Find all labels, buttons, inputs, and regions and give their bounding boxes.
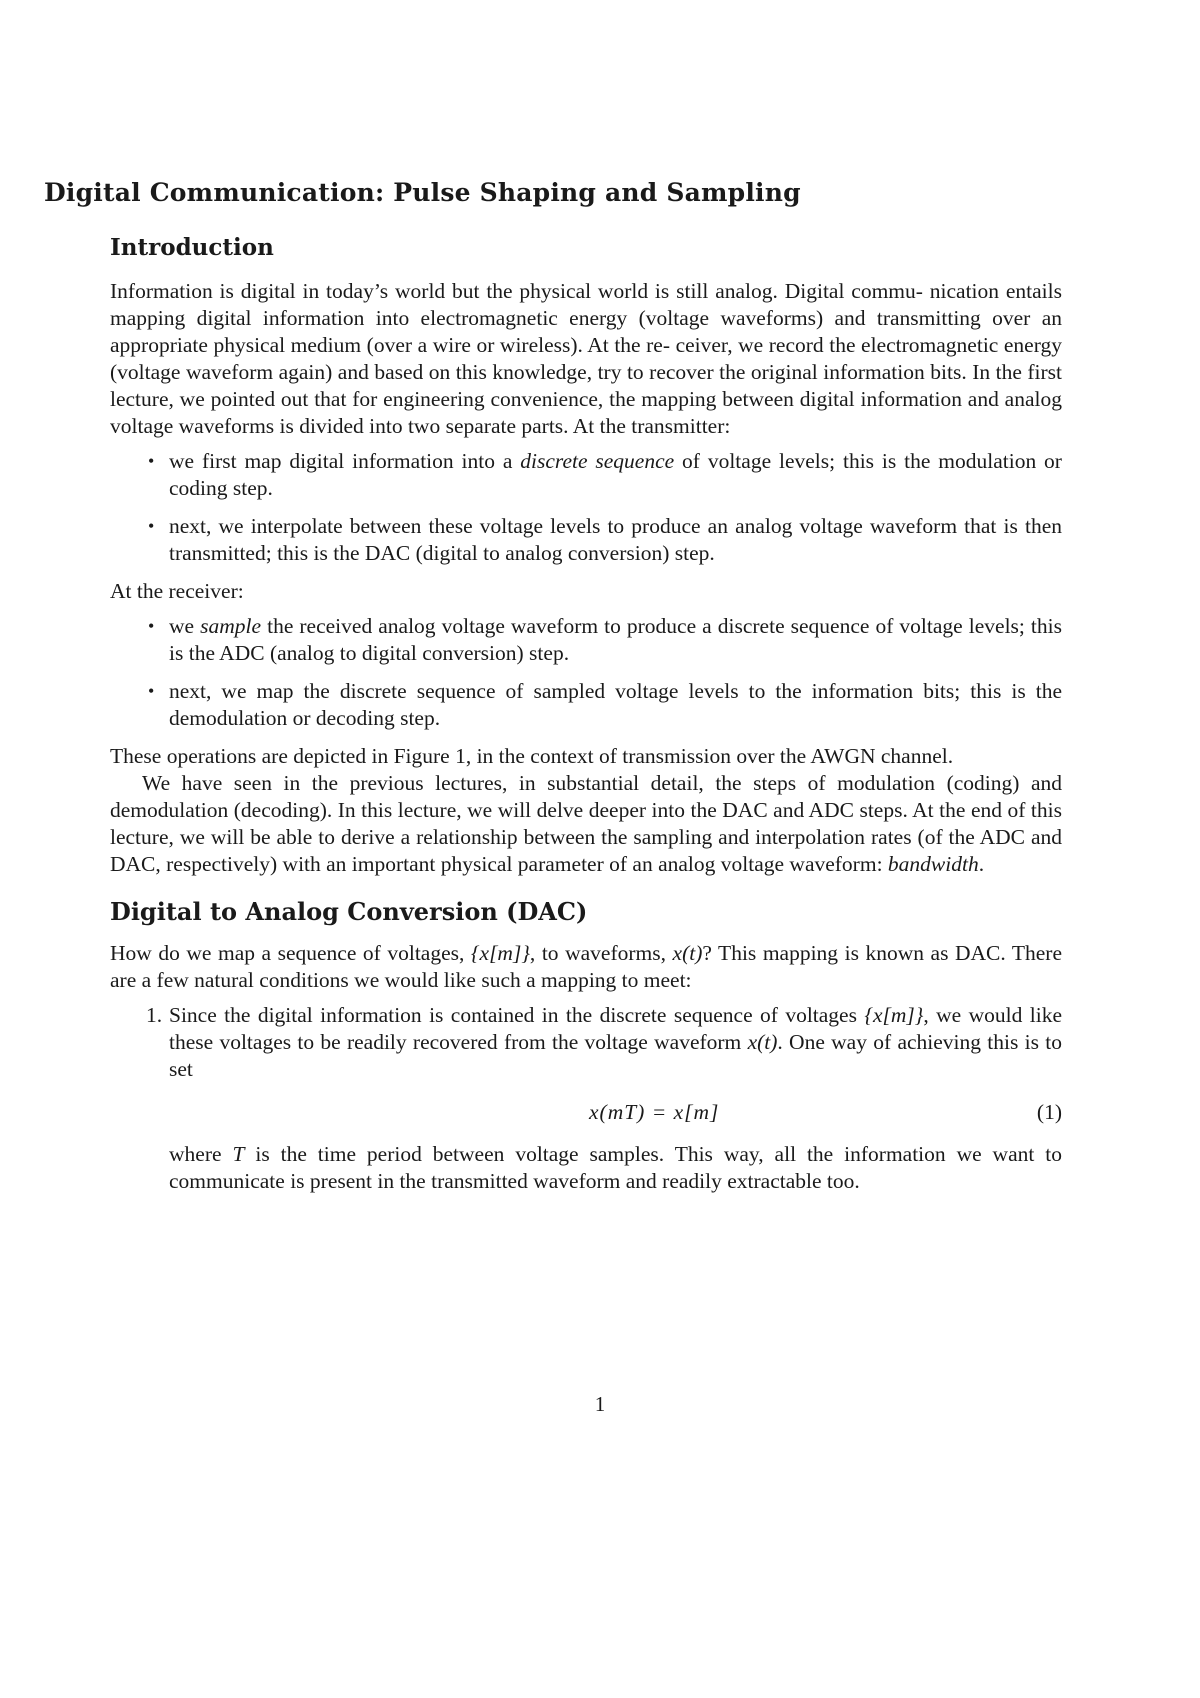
page-number: 1 [594,1392,606,1416]
dac-intro-paragraph: How do we map a sequence of voltages, {x[m]}, to waveforms, x(t)? This mapping is known as DAC. There are a few natural conditions we would like such a mapping to meet: [110,941,1063,992]
previous-lectures-paragraph: We have seen in the previous lectures, in substantial detail, the steps of modulation (coding) and demodulation (decoding). In this lecture, we will delve deeper into the DAC and ADC steps. At the end of this lecture, we will be able to derive a relationship between the sampling and interpolation rates (of the ADC and DAC, respectively) with an important physical parameter of an analog voltage waveform: bandwidth. [110,771,1062,876]
equation-body: x(mT) = x[m] [589,1100,720,1124]
equation-explanation: where T is the time period between voltage samples. This way, all the information we want to communicate is present in the transmitted waveform and readily extractable too. [169,1142,1062,1193]
equation-1 [169,1097,1062,1127]
list-item: • we sample the received analog voltage waveform to produce a discrete sequence of voltage levels; this is the ADC (analog to digital conversion) step. [148,614,1062,665]
receiver-label: At the receiver: [110,579,244,603]
list-item: 1. Since the digital information is contained in the discrete sequence of voltages {x[m]}, we would like these voltages to be readily recovered from the voltage waveform x(t). One way of achieving this is to set x(mT) = x[m] (1) where T is the time period between voltage samples. This way, all the information we want to communicate is present in the transmitted waveform and readily extractable too. [146,1003,1063,1193]
list-item: • we first map digital information into a discrete sequence of voltage levels; this is the modulation or coding step. [148,449,1062,500]
bullet-icon: • [148,681,155,701]
bullet-icon: • [148,616,155,636]
document-title: Digital Communication: Pulse Shaping and Sampling [44,178,801,207]
dac-conditions-list [110,1002,1062,1195]
math-sequence: {x[m]} [864,1003,924,1027]
list-item: • next, we interpolate between these voltage levels to produce an analog voltage waveform that is then transmitted; this is the DAC (digital to analog conversion) step. [148,514,1062,565]
transmitter-steps-list [110,448,1062,567]
bullet-icon: • [148,451,155,471]
section-heading-dac: Digital to Analog Conversion (DAC) [110,897,588,926]
math-sequence: {x[m]} [470,941,530,965]
intro-paragraph: Information is digital in today’s world but the physical world is still analog. Digital commu- nication entails mapping digital information into electromagnetic energy (voltage waveforms) and transmitting over an appropriate physical medium (over a wire or wireless). At the re- ceiver, we record the electromagnetic energy (voltage waveform again) and based on this knowledge, try to recover the original information bits. In the first lecture, we pointed out that for engineering convenience, the mapping between digital information and analog voltage waveforms is divided into two separate parts. At the transmitter: [110,279,1062,438]
equation-number: (1) [1036,1100,1062,1124]
emphasis-sample: sample [200,614,262,638]
bullet-icon: • [148,516,155,536]
section-heading-introduction: Introduction [110,234,274,261]
emphasis-bandwidth: bandwidth [887,852,979,876]
document-body [110,232,1062,1195]
math-period: T [232,1142,245,1166]
math-waveform: x(t) [747,1030,778,1054]
receiver-steps-list [110,613,1062,732]
operations-paragraph: These operations are depicted in Figure 1, in the context of transmission over the AWGN channel. [110,744,954,768]
emphasis-discrete-sequence: discrete sequence [520,449,675,473]
list-item: • next, we map the discrete sequence of sampled voltage levels to the information bits; this is the demodulation or decoding step. [148,679,1062,730]
math-waveform: x(t) [672,941,703,965]
item-number: 1. [146,1003,163,1027]
